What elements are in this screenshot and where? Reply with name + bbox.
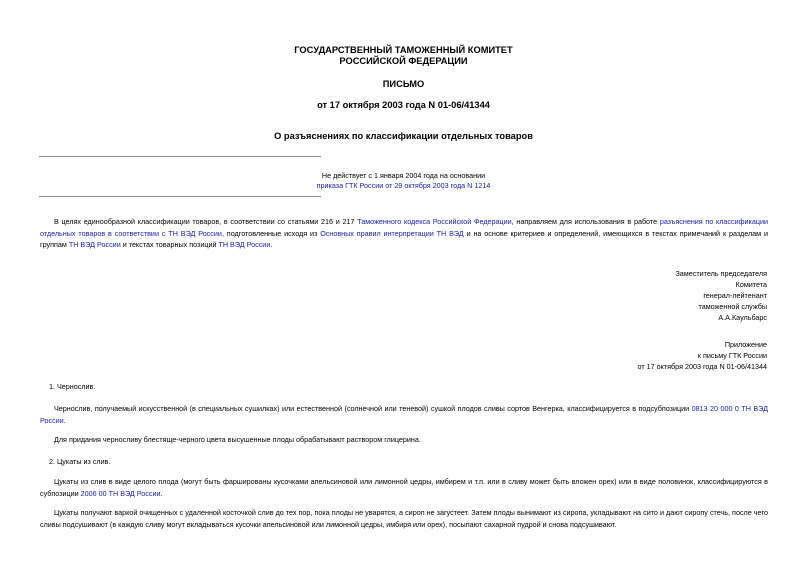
item-2-code-link[interactable]: 2006 00 ТН ВЭД России — [80, 488, 161, 498]
item-1-paragraph-1: Чернослив, получаемый искусственной (в специальных сушилках) или естественной (солнечной или теневой) сушкой плодов сливы сортов Венгерка, классифицируется в подсубпозиции 0813 20 000 0 ТН ВЭД России. — [40, 404, 768, 425]
document-title: О разъяснениях по классификации отдельных товаров — [274, 131, 533, 141]
signature-service: таможенной службы — [698, 302, 767, 311]
item-2-text: Цукаты из слив в виде целого плода (могут быть фаршированы кусочками апельсиновой или лимонной цедры, имбирем и т.п. или в сливу может быть вложен орех) или в виде половинок, классифицируются в субпозиции — [40, 477, 768, 498]
interpretation-rules-link[interactable]: Основных правил интерпретации ТН ВЭД — [320, 228, 464, 238]
tn-ved-link-2[interactable]: ТН ВЭД России — [218, 240, 271, 249]
intro-text-2: , направляем для использования в работе — [511, 217, 660, 226]
item-1-text: Чернослив, получаемый искусственной (в специальных сушилках) или естественной (солнечной или теневой) сушкой плодов сливы сортов Венгерка, классифицируется в подсубпозиции — [54, 404, 692, 413]
intro-text-3: , подготовленные исходя из — [221, 228, 321, 238]
item-2-paragraph-1: Цукаты из слив в виде целого плода (могут быть фаршированы кусочками апельсиновой или лимонной цедры, имбирем и т.п. или в сливу может быть вложен орех) или в виде половинок, классифицируются в субпозиции 2006 00 ТН ВЭД России. — [40, 477, 768, 498]
organization-name — [0, 45, 807, 67]
tn-ved-link-1[interactable]: ТН ВЭД России — [68, 240, 121, 249]
org-line-1: ГОСУДАРСТВЕННЫЙ ТАМОЖЕННЫЙ КОМИТЕТ — [294, 45, 513, 55]
status-notice — [0, 171, 807, 191]
customs-code-link[interactable]: Таможенного кодекса Российской Федерации — [357, 217, 512, 226]
item-1-paragraph-2: Для придания черносливу блестяще-черного цвета высушенные плоды обрабатывают раствором глицерина. — [54, 435, 421, 444]
status-link[interactable]: приказа ГТК России от 29 октября 2003 года N 1214 — [316, 181, 491, 190]
intro-paragraph — [40, 216, 768, 251]
clarifications-link[interactable]: разъяснения по классификации отдельных товаров в соответствии с ТН ВЭД России — [40, 217, 769, 238]
org-line-2: РОССИЙСКОЙ ФЕДЕРАЦИИ — [339, 56, 468, 66]
intro-text-4: и на основе критериев и определений, имеющихся в текстах примечаний к разделам и группам — [40, 228, 769, 249]
item-2-paragraph-2: Цукаты получают варкой очищенных с удаленной косточкой слив до тех пор, пока плоды не уварятся, а сироп не загустеет. Затем плоды вынимают из сиропа, укладывают на сито и дают сиропу стечь, после чего сливы подсушивают (в каждую сливу могут вкладываться кусочки апельсиновой или лимонной цедры, имбиря или орех), посыпают сахарной пудрой и снова подсушивают. — [40, 508, 768, 529]
appendix-date: от 17 октября 2003 года N 01-06/41344 — [637, 362, 767, 371]
signature-position: Заместитель председателя — [675, 269, 767, 278]
signature-rank: генерал-лейтенант — [703, 291, 767, 300]
appendix-title: Приложение — [724, 340, 767, 349]
status-text: Не действует с 1 января 2004 года на основании — [321, 171, 486, 180]
document-date: от 17 октября 2003 года N 01-06/41344 — [317, 100, 490, 110]
intro-text-6: . — [270, 240, 273, 249]
item-1-code-link[interactable]: 0813 20 000 0 ТН ВЭД России — [40, 404, 768, 425]
document-type: ПИСЬМО — [382, 79, 425, 89]
item-1-heading: 1. Чернослив. — [49, 382, 96, 391]
signature-block — [675, 268, 767, 323]
intro-text-1: В целях единообразной классификации товаров, в соответствии со статьями 216 и 217 — [54, 217, 358, 226]
item-2-heading: 2. Цукаты из слив. — [49, 457, 111, 466]
divider-bottom — [39, 196, 321, 197]
signature-name: А.А.Каульбарс — [718, 313, 767, 322]
appendix-block — [638, 339, 767, 372]
appendix-ref: к письму ГТК России — [697, 351, 767, 360]
intro-text-5: и текстах товарных позиций — [120, 240, 219, 249]
divider-top — [39, 156, 321, 157]
signature-committee: Комитета — [735, 280, 767, 289]
